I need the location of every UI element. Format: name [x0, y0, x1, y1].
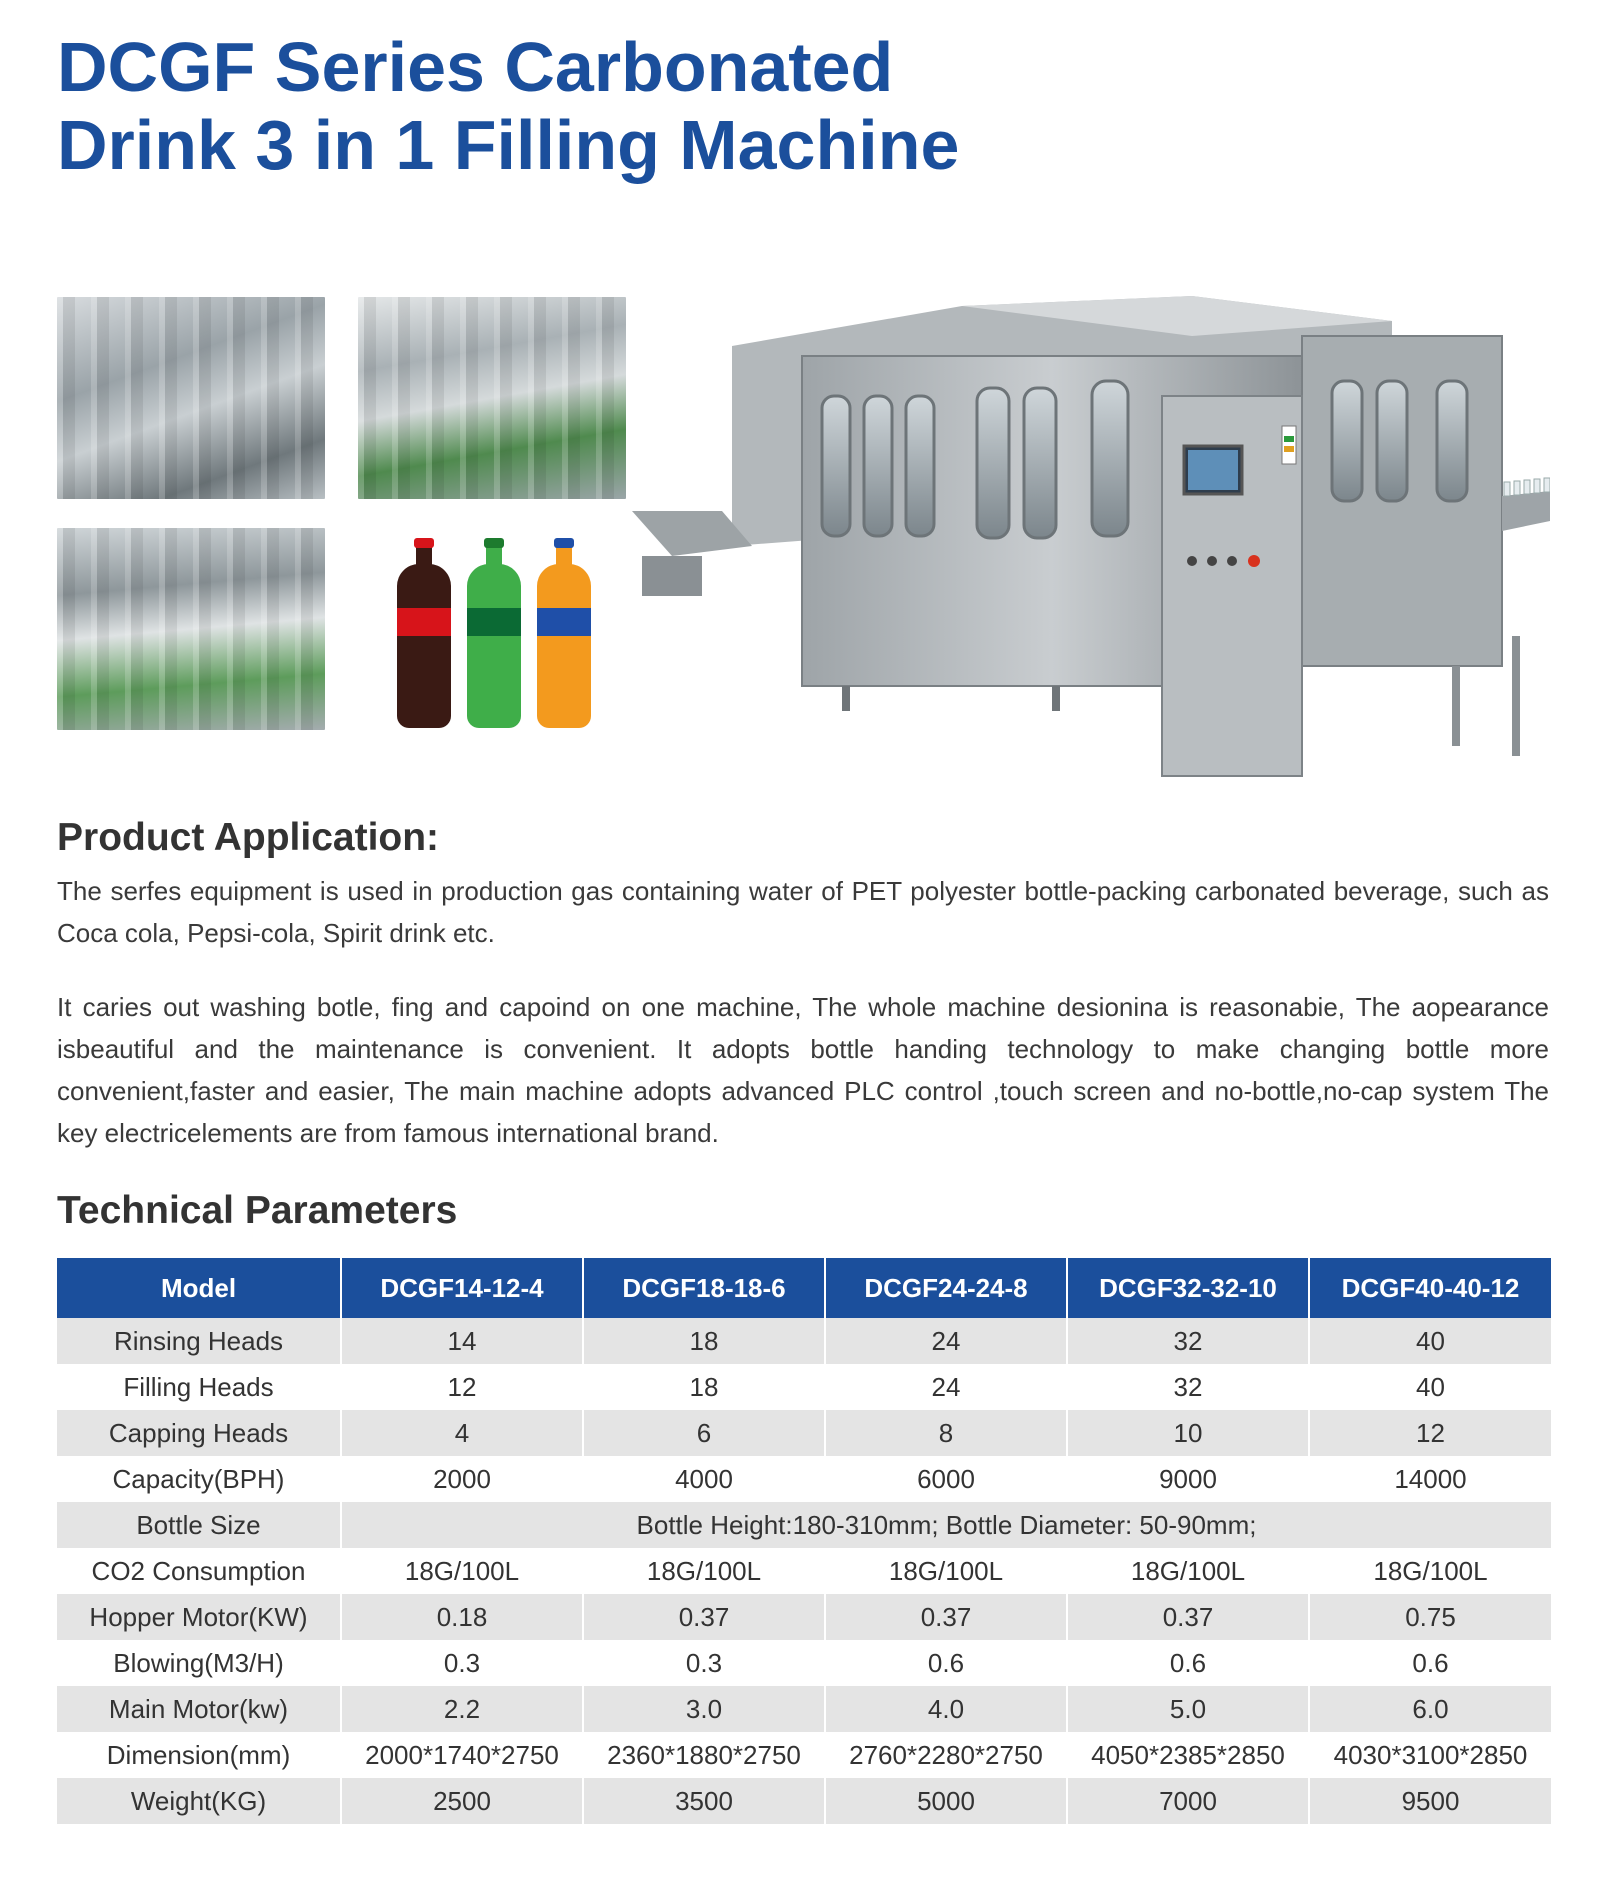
- table-cell: 0.6: [1309, 1640, 1551, 1686]
- filling-valve-closeup-photo: [57, 297, 325, 499]
- table-cell: 12: [1309, 1410, 1551, 1456]
- table-cell: 6000: [825, 1456, 1067, 1502]
- table-header-cell: DCGF18-18-6: [583, 1258, 825, 1318]
- table-cell: 4050*2385*2850: [1067, 1732, 1309, 1778]
- table-cell: 8: [825, 1410, 1067, 1456]
- table-cell: 4030*3100*2850: [1309, 1732, 1551, 1778]
- table-row: [57, 1548, 1551, 1594]
- table-cell: 2.2: [341, 1686, 583, 1732]
- table-cell: 18G/100L: [341, 1548, 583, 1594]
- table-cell: 0.37: [1067, 1594, 1309, 1640]
- table-cell: 10: [1067, 1410, 1309, 1456]
- table-row: [57, 1410, 1551, 1456]
- bottle-samples-image: [395, 528, 595, 730]
- table-cell: 0.3: [583, 1640, 825, 1686]
- table-cell: 18G/100L: [825, 1548, 1067, 1594]
- table-cell: 40: [1309, 1364, 1551, 1410]
- table-cell: 2760*2280*2750: [825, 1732, 1067, 1778]
- table-row: [57, 1732, 1551, 1778]
- table-cell: 0.3: [341, 1640, 583, 1686]
- page-title-line-1: DCGF Series Carbonated: [57, 28, 894, 106]
- row-label: Rinsing Heads: [57, 1318, 341, 1364]
- table-cell: 4000: [583, 1456, 825, 1502]
- table-cell: 0.6: [1067, 1640, 1309, 1686]
- table-header-cell: Model: [57, 1258, 341, 1318]
- filling-machine-interior-photo: [358, 297, 626, 499]
- table-row: [57, 1686, 1551, 1732]
- application-paragraph-2: It caries out washing botle, fing and capoind on one machine, The whole machine desionina is reasonabie, The aopearance isbeautiful and the maintenance is convenient. It adopts bottle handing technology to make changing bottle more convenient,faster and easier, The main machine adopts advanced PLC control ,touch screen and no-bottle,no-cap system The key electricelements are from famous international brand.: [57, 992, 1549, 1148]
- table-row: [57, 1502, 1551, 1548]
- table-cell: 24: [825, 1318, 1067, 1364]
- row-label: Bottle Size: [57, 1502, 341, 1548]
- table-cell: 18: [583, 1364, 825, 1410]
- table-cell: 0.18: [341, 1594, 583, 1640]
- table-cell: 0.37: [583, 1594, 825, 1640]
- table-cell: 9000: [1067, 1456, 1309, 1502]
- table-cell: 6: [583, 1410, 825, 1456]
- row-label: Capping Heads: [57, 1410, 341, 1456]
- table-row: [57, 1456, 1551, 1502]
- table-cell-merged: Bottle Height:180-310mm; Bottle Diameter: 50-90mm;: [341, 1502, 1551, 1548]
- page-title-line-2: Drink 3 in 1 Filling Machine: [57, 106, 960, 184]
- table-cell: 0.75: [1309, 1594, 1551, 1640]
- table-header-cell: DCGF24-24-8: [825, 1258, 1067, 1318]
- technical-parameters-table: [57, 1258, 1551, 1824]
- table-cell: 18: [583, 1318, 825, 1364]
- row-label: Main Motor(kw): [57, 1686, 341, 1732]
- row-label: Filling Heads: [57, 1364, 341, 1410]
- table-row: [57, 1594, 1551, 1640]
- row-label: Blowing(M3/H): [57, 1640, 341, 1686]
- page-title: [57, 28, 959, 184]
- table-cell: 2000*1740*2750: [341, 1732, 583, 1778]
- table-cell: 2000: [341, 1456, 583, 1502]
- table-cell: 14000: [1309, 1456, 1551, 1502]
- product-application-heading: Product Application:: [57, 816, 440, 859]
- table-cell: 3500: [583, 1778, 825, 1824]
- table-cell: 9500: [1309, 1778, 1551, 1824]
- table-header-cell: DCGF14-12-4: [341, 1258, 583, 1318]
- table-cell: 0.6: [825, 1640, 1067, 1686]
- table-row: [57, 1640, 1551, 1686]
- technical-parameters-heading: Technical Parameters: [57, 1189, 458, 1232]
- table-cell: 32: [1067, 1318, 1309, 1364]
- table-cell: 18G/100L: [1309, 1548, 1551, 1594]
- row-label: Dimension(mm): [57, 1732, 341, 1778]
- table-row: [57, 1318, 1551, 1364]
- table-cell: 24: [825, 1364, 1067, 1410]
- capping-heads-photo: [57, 528, 325, 730]
- table-cell: 18G/100L: [1067, 1548, 1309, 1594]
- table-cell: 32: [1067, 1364, 1309, 1410]
- row-label: Capacity(BPH): [57, 1456, 341, 1502]
- table-header-cell: DCGF32-32-10: [1067, 1258, 1309, 1318]
- table-cell: 12: [341, 1364, 583, 1410]
- orange-soda-bottle-icon: [537, 538, 591, 728]
- lemon-soda-bottle-icon: [467, 538, 521, 728]
- table-cell: 2360*1880*2750: [583, 1732, 825, 1778]
- table-cell: 5000: [825, 1778, 1067, 1824]
- table-cell: 2500: [341, 1778, 583, 1824]
- table-cell: 7000: [1067, 1778, 1309, 1824]
- table-cell: 5.0: [1067, 1686, 1309, 1732]
- row-label: Weight(KG): [57, 1778, 341, 1824]
- table-cell: 6.0: [1309, 1686, 1551, 1732]
- table-cell: 14: [341, 1318, 583, 1364]
- row-label: CO2 Consumption: [57, 1548, 341, 1594]
- table-row: [57, 1364, 1551, 1410]
- filling-machine-overview-photo: [632, 296, 1550, 786]
- table-cell: 40: [1309, 1318, 1551, 1364]
- cola-bottle-icon: [397, 538, 451, 728]
- table-cell: 4: [341, 1410, 583, 1456]
- table-cell: 18G/100L: [583, 1548, 825, 1594]
- table-cell: 4.0: [825, 1686, 1067, 1732]
- table-cell: 3.0: [583, 1686, 825, 1732]
- application-paragraph-1: The serfes equipment is used in production gas containing water of PET polyester bottle-packing carbonated beverage, such as Coca cola, Pepsi-cola, Spirit drink etc.: [57, 876, 1549, 948]
- table-header-row: [57, 1258, 1551, 1318]
- table-cell: 0.37: [825, 1594, 1067, 1640]
- table-header-cell: DCGF40-40-12: [1309, 1258, 1551, 1318]
- table-row: [57, 1778, 1551, 1824]
- row-label: Hopper Motor(KW): [57, 1594, 341, 1640]
